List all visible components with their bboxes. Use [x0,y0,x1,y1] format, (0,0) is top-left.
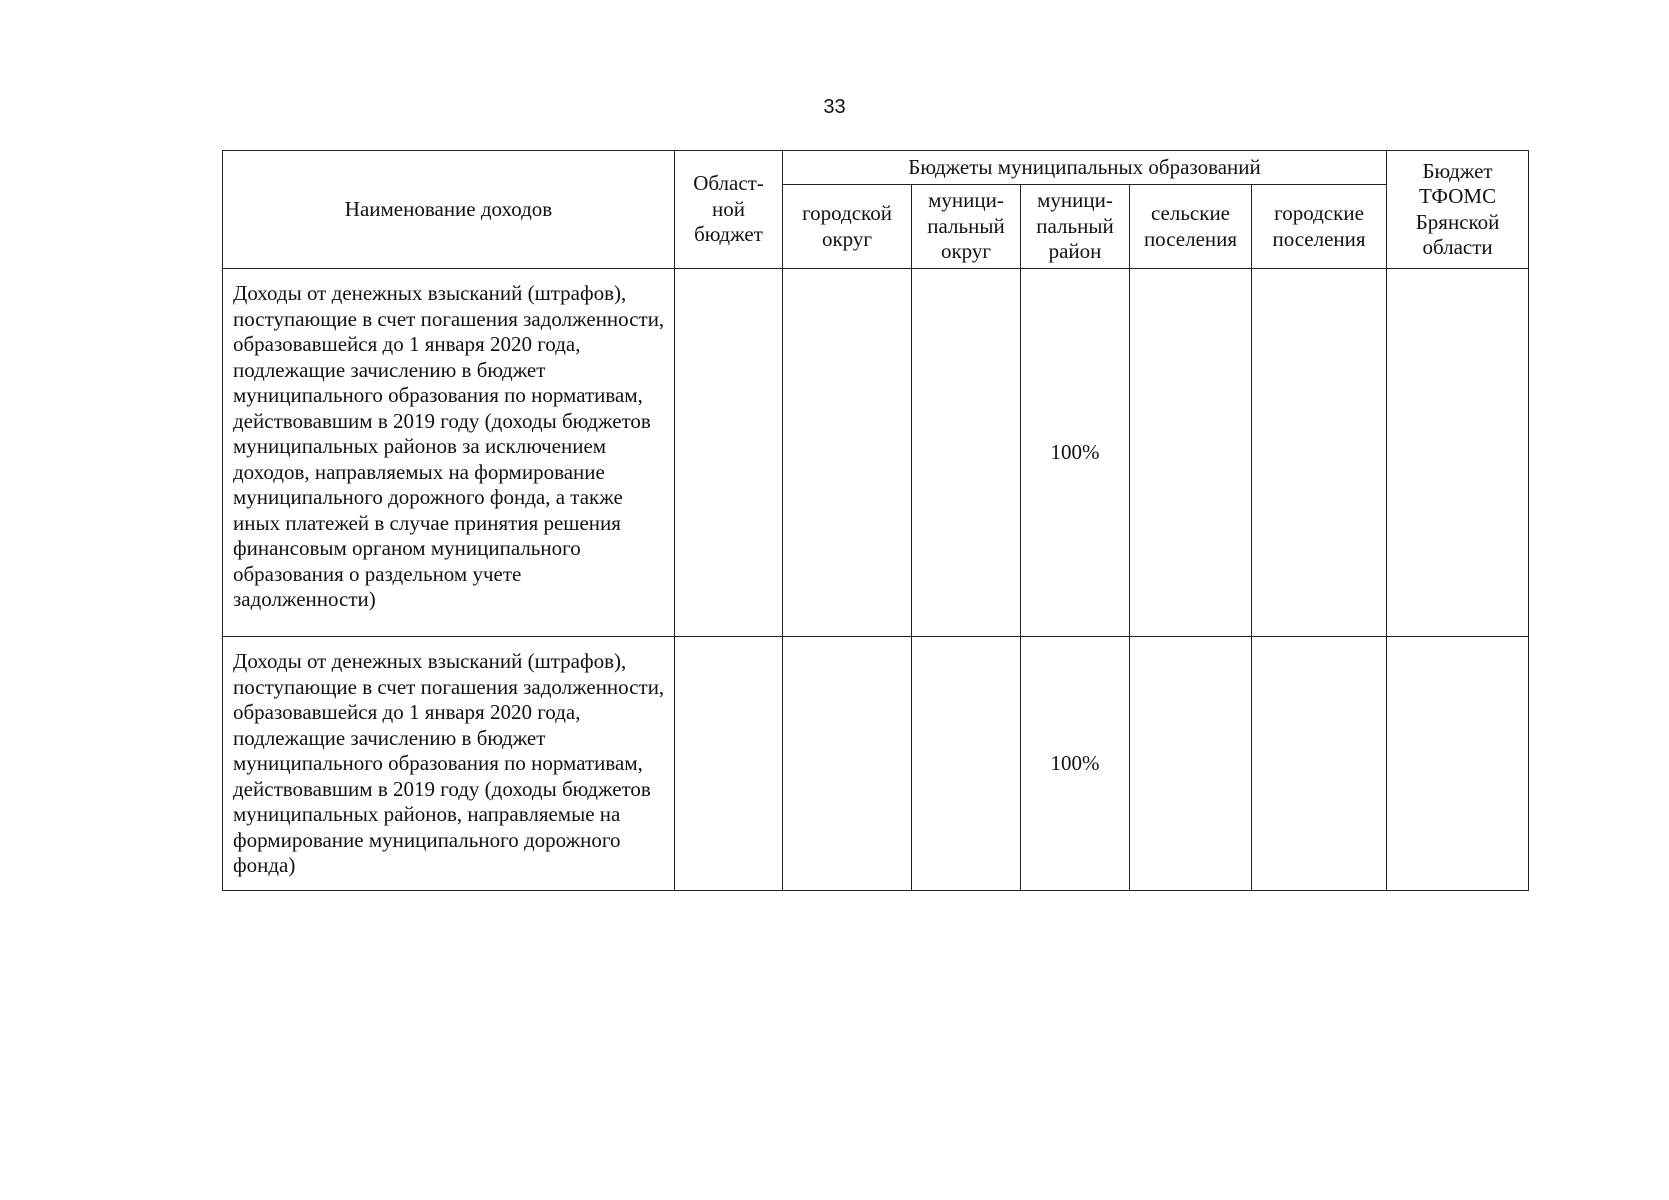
header-municipal-okrug: муници- пальный округ [912,185,1021,269]
table-row [223,269,1529,637]
header-income-name: Наименование доходов [223,151,675,269]
tfoms-budget-cell [1387,269,1529,637]
municipal-okrug-cell [912,637,1021,891]
city-district-cell [783,637,912,891]
regional-budget-cell [675,637,783,891]
income-distribution-table [222,150,1529,891]
table-row [223,637,1529,891]
municipal-okrug-cell [912,269,1021,637]
header-regional-budget: Област- ной бюджет [675,151,783,269]
tfoms-budget-cell [1387,637,1529,891]
header-municipal-rayon: муници- пальный район [1021,185,1130,269]
municipal-rayon-cell: 100% [1021,269,1130,637]
regional-budget-cell [675,269,783,637]
header-tfoms-budget: Бюджет ТФОМС Брянской области [1387,151,1529,269]
city-district-cell [783,269,912,637]
urban-settlements-cell [1252,269,1387,637]
header-municipal-budgets: Бюджеты муниципальных образований [783,151,1387,185]
header-urban-settlements: городские поселения [1252,185,1387,269]
page-number: 33 [823,96,846,118]
header-rural-settlements: сельские поселения [1130,185,1252,269]
header-row-group [223,151,1529,185]
urban-settlements-cell [1252,637,1387,891]
rural-settlements-cell [1130,637,1252,891]
income-name-cell: Доходы от денежных взысканий (штрафов), поступающие в счет погашения задолженности, образовавшейся до 1 января 2020 года, подлежащие зачислению в бюджет муниципального образования по нормативам, действовавшим в 2019 году (доходы бюджетов муниципальных районов, направляемые на формирование муниципального дорожного фонда) [223,637,675,891]
rural-settlements-cell [1130,269,1252,637]
municipal-rayon-cell: 100% [1021,637,1130,891]
header-city-district: городской округ [783,185,912,269]
income-name-cell: Доходы от денежных взысканий (штрафов), поступающие в счет погашения задолженности, образовавшейся до 1 января 2020 года, подлежащие зачислению в бюджет муниципального образования по нормативам, действовавшим в 2019 году (доходы бюджетов муниципальных районов за исключением доходов, направляемых на формирование муниципального дорожного фонда, а также иных платежей в случае принятия решения финансовым органом муниципального образования о раздельном учете задолженности) [223,269,675,637]
